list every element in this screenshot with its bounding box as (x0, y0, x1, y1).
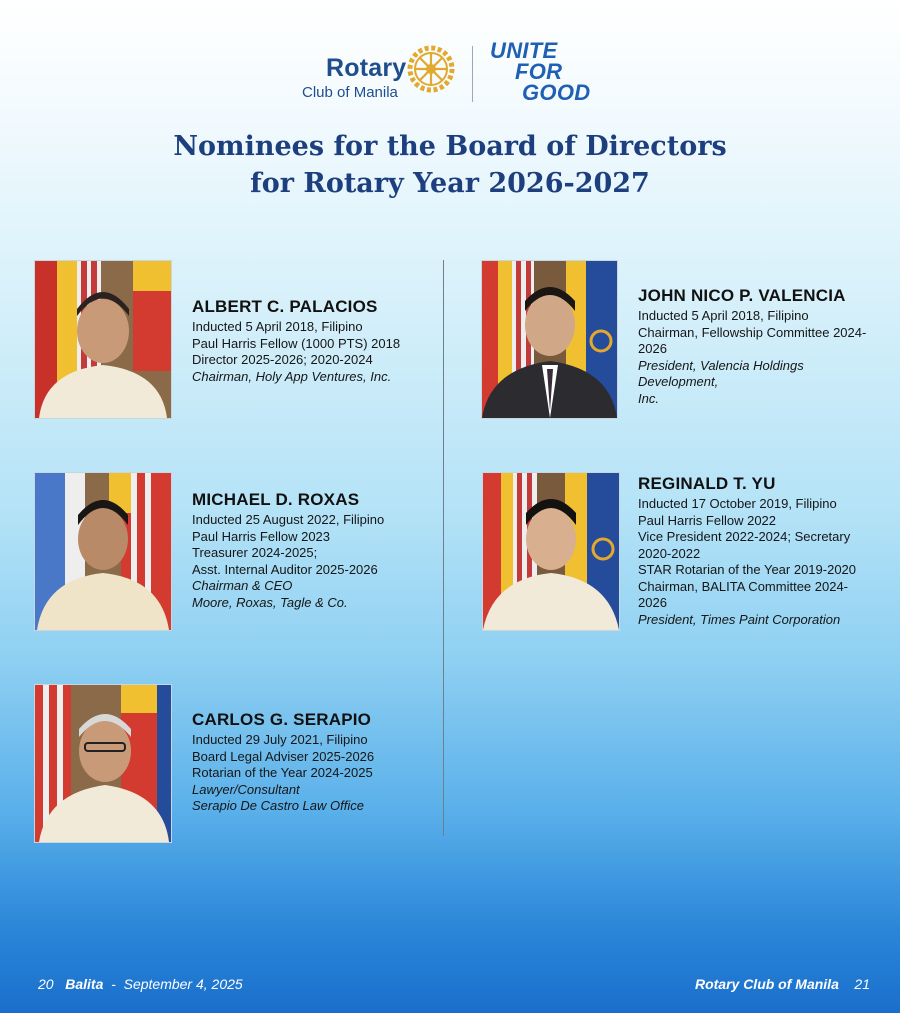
page-title (0, 128, 900, 202)
title-line-1: Nominees for the Board of Directors (173, 131, 727, 162)
nominee-affiliation: Inc. (638, 390, 659, 406)
nominee-photo-roxas (34, 472, 172, 631)
nominee-name: ALBERT C. PALACIOS (192, 297, 378, 316)
nominee-affiliation: Serapio De Castro Law Office (192, 798, 364, 813)
nominee-detail: Treasurer 2024-2025; (192, 545, 318, 560)
rotary-wordmark: Rotary (326, 54, 407, 82)
club-footer-name: Rotary Club of Manila (694, 976, 839, 992)
issue-date: September 4, 2025 (123, 976, 243, 992)
nominee-name: CARLOS G. SERAPIO (192, 710, 372, 729)
nominee-card-valencia (638, 286, 878, 407)
nominee-photo-serapio (34, 684, 172, 843)
nominee-affiliation: Lawyer/Consultant (192, 781, 300, 797)
nominee-detail: Inducted 17 October 2019, Filipino (638, 496, 837, 511)
nominee-detail: Director 2025-2026; 2020-2024 (192, 352, 373, 367)
nominee-detail: 2026 (638, 341, 667, 356)
nominee-detail: Inducted 5 April 2018, Filipino (638, 308, 809, 323)
nominee-affiliation: President, Valencia Holdings Development, (638, 357, 804, 389)
nominee-affiliation: Chairman, Holy App Ventures, Inc. (192, 368, 392, 384)
nominee-name: JOHN NICO P. VALENCIA (638, 286, 846, 305)
nominee-detail: Chairman, Fellowship Committee 2024- (638, 324, 867, 340)
unite-for-good-slogan (490, 40, 590, 103)
nominee-detail: STAR Rotarian of the Year 2019-2020 (638, 562, 857, 577)
right-page-number: 21 (854, 976, 870, 992)
slogan-line-3: GOOD (522, 80, 591, 105)
nominee-name: MICHAEL D. ROXAS (192, 490, 360, 509)
nominee-detail: Paul Harris Fellow 2023 (192, 528, 331, 544)
nominee-detail: Paul Harris Fellow 2022 (638, 512, 777, 528)
nominee-detail: Asst. Internal Auditor 2025-2026 (192, 561, 378, 577)
footer-left (38, 976, 243, 992)
nominee-detail: Board Legal Adviser 2025-2026 (192, 748, 375, 764)
nominee-detail: Inducted 5 April 2018, Filipino (192, 319, 363, 334)
nominee-photo-valencia (481, 260, 618, 419)
nominee-affiliation: President, Times Paint Corporation (638, 611, 841, 627)
nominee-detail: Paul Harris Fellow (1000 PTS) 2018 (192, 335, 401, 351)
footer-right (695, 976, 870, 992)
nominee-detail: 2020-2022 (638, 545, 701, 561)
nominee-affiliation: Chairman & CEO (192, 578, 293, 593)
nominee-detail: Rotarian of the Year 2024-2025 (192, 765, 373, 780)
left-page-number: 20 (38, 976, 54, 992)
nominee-detail: Chairman, BALITA Committee 2024- (638, 578, 849, 594)
nominee-affiliation: Moore, Roxas, Tagle & Co. (192, 594, 348, 610)
slogan-line-1: UNITE (490, 38, 558, 63)
slogan-line-2: FOR (515, 59, 563, 84)
nominee-photo-yu (482, 472, 620, 631)
publication-name: Balita (65, 976, 104, 992)
title-line-2: for Rotary Year 2026-2027 (250, 168, 650, 199)
nominee-name: REGINALD T. YU (638, 474, 776, 493)
nominee-detail: Inducted 25 August 2022, Filipino (192, 512, 385, 527)
nominee-photo-palacios (34, 260, 172, 419)
footer-separator: - (111, 976, 116, 992)
logo-divider (472, 46, 473, 102)
nominee-card-yu (638, 474, 878, 628)
nominee-detail: 2026 (638, 595, 667, 610)
header-logo-area (0, 40, 900, 110)
nominee-card-serapio (192, 710, 437, 815)
nominee-card-roxas (192, 490, 437, 611)
nominee-detail: Inducted 29 July 2021, Filipino (192, 732, 368, 747)
club-name: Club of Manila (302, 84, 398, 101)
column-divider (443, 260, 444, 836)
nominee-detail: Vice President 2022-2024; Secretary (638, 529, 851, 544)
rotary-wheel-icon (406, 44, 456, 94)
nominee-card-palacios (192, 297, 437, 385)
